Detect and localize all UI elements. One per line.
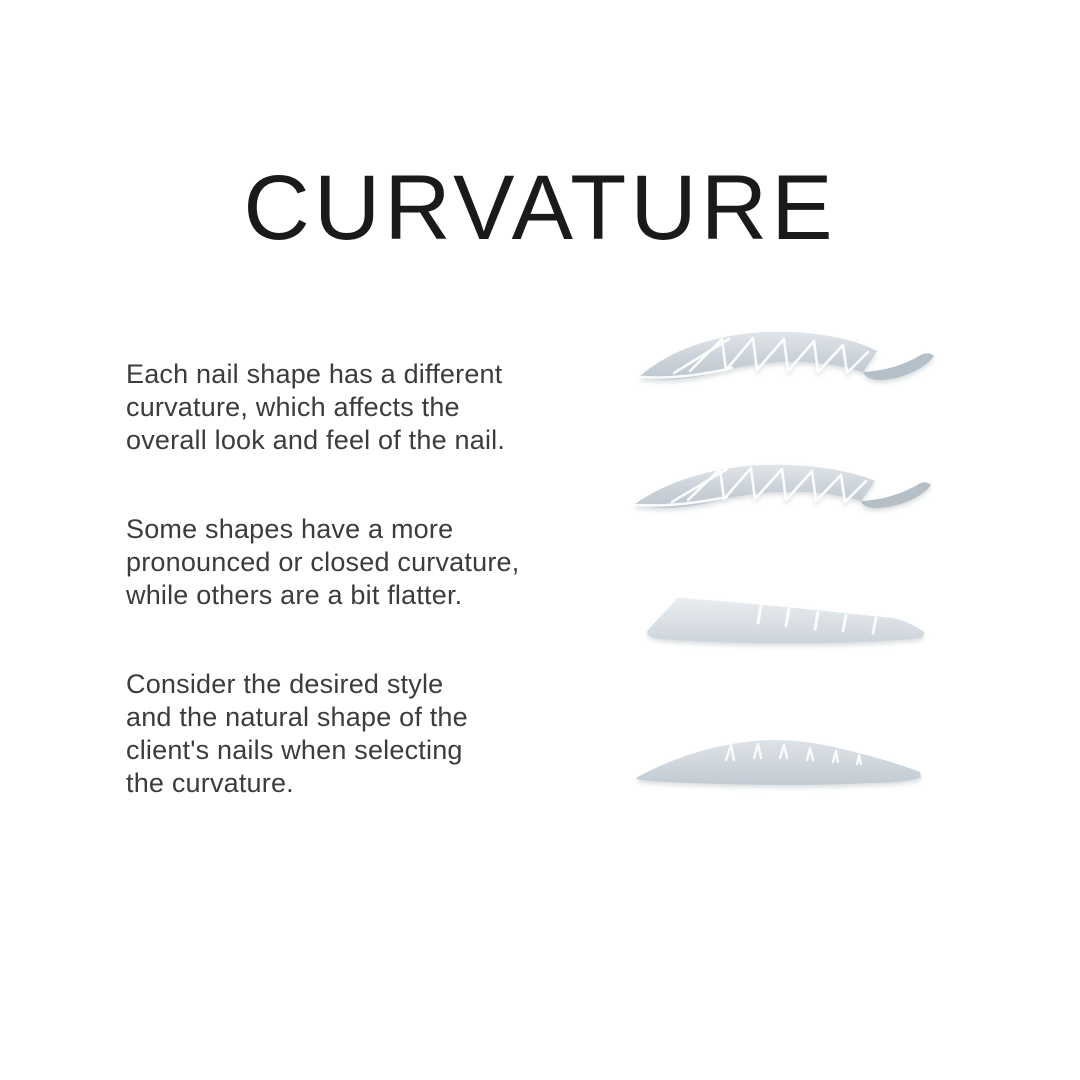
page-title: CURVATURE [243, 156, 837, 259]
paragraph-2-line: pronounced or closed curvature, [126, 547, 520, 577]
paragraph-3-line: the curvature. [126, 768, 294, 798]
paragraph-3-line: Consider the desired style [126, 669, 444, 699]
paragraph-2-line: while others are a bit flatter. [126, 580, 463, 610]
nail-tip-flat-wedge-image [632, 586, 942, 662]
nail-tip-moderate-curve-image [628, 450, 938, 526]
paragraph-1 [126, 358, 616, 457]
paragraph-2-line: Some shapes have a more [126, 514, 454, 544]
nail-tail [861, 482, 931, 508]
nail-body [636, 740, 921, 785]
paragraph-1-line: Each nail shape has a different [126, 359, 503, 389]
paragraph-3-line: and the natural shape of the [126, 702, 468, 732]
paragraph-2 [126, 513, 616, 612]
nail-tail [863, 353, 934, 380]
paragraph-3-line: client's nails when selecting [126, 735, 463, 765]
paragraph-3 [126, 668, 616, 800]
nail-tip-gentle-curve-image [630, 720, 940, 796]
nail-tip-strong-curve-image [632, 326, 942, 402]
paragraph-1-line: curvature, which affects the [126, 392, 460, 422]
paragraph-1-line: overall look and feel of the nail. [126, 425, 506, 455]
body-text-column [126, 358, 616, 856]
